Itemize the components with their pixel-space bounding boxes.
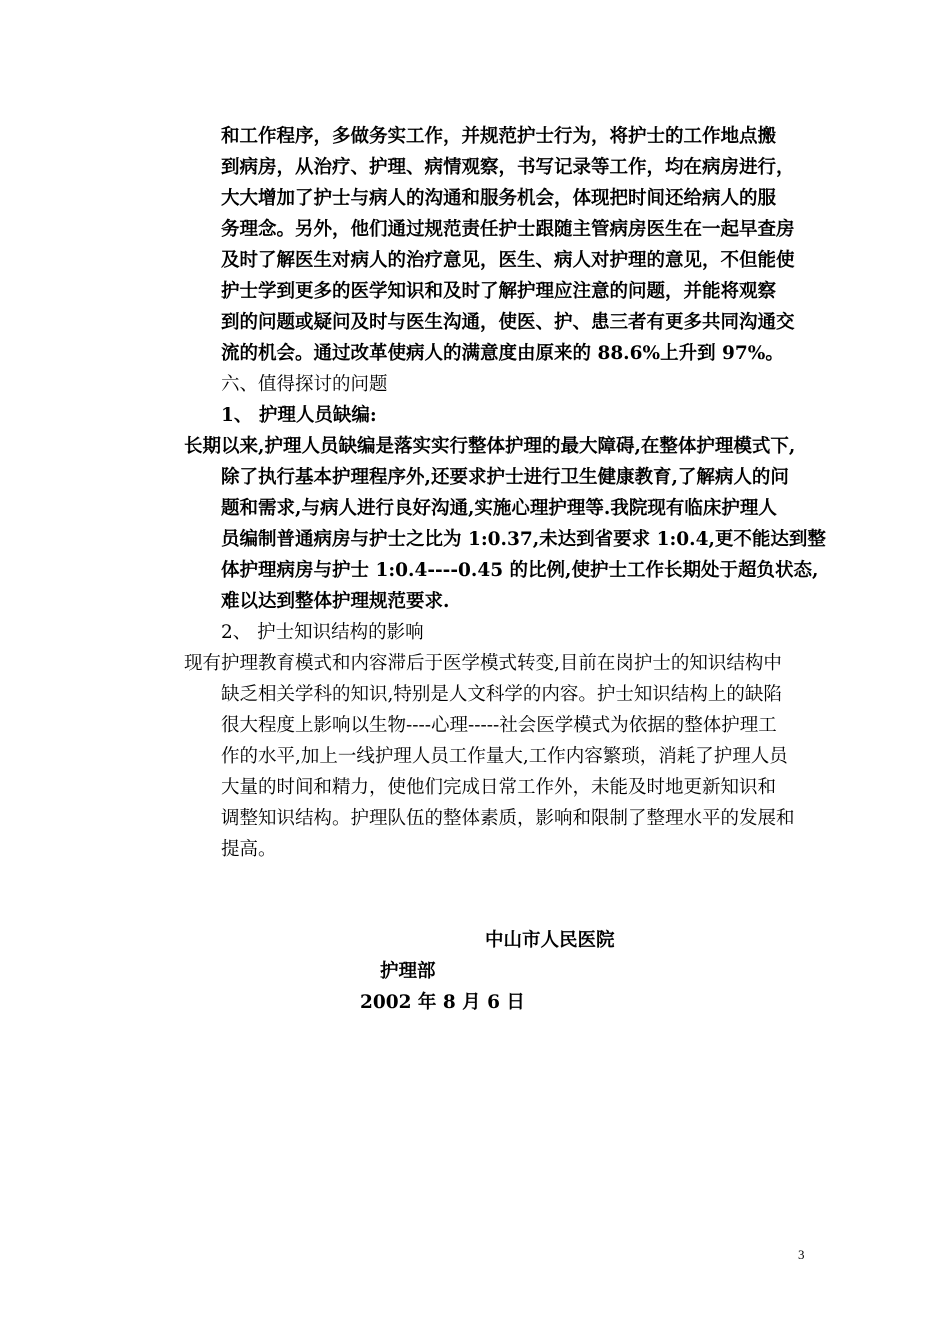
text-line: 长期以来,护理人员缺编是落实实行整体护理的最大障碍,在整体护理模式下, [184, 436, 796, 457]
text-line: 提高。 [221, 839, 277, 860]
text-line: 除了执行基本护理程序外,还要求护士进行卫生健康教育,了解病人的问 [221, 467, 789, 488]
text-line: 作的水平,加上一线护理人员工作量大,工作内容繁琐，消耗了护理人员 [221, 746, 788, 767]
signature-department: 护理部 [380, 961, 436, 982]
text-line: 到的问题或疑问及时与医生沟通，使医、护、患三者有更多共同沟通交 [221, 312, 795, 333]
text-line: 现有护理教育模式和内容滞后于医学模式转变,目前在岗护士的知识结构中 [184, 653, 782, 674]
text-line: 缺乏相关学科的知识,特别是人文科学的内容。护士知识结构上的缺陷 [221, 684, 782, 705]
text-line: 体护理病房与护士 1:0.4----0.45 的比例,使护士工作长期处于超负状态, [221, 560, 819, 581]
text-line: 大大增加了护士与病人的沟通和服务机会，体现把时间还给病人的服 [221, 188, 777, 209]
item-heading-staff-shortage: 1、 护理人员缺编: [221, 405, 377, 426]
text-line: 员编制普通病房与护士之比为 1:0.37,未达到省要求 1:0.4,更不能达到整 [221, 529, 826, 550]
item-heading-knowledge-structure: 2、 护士知识结构的影响 [221, 622, 424, 643]
text-line: 流的机会。通过改革使病人的满意度由原来的 88.6%上升到 97%。 [221, 343, 784, 364]
text-line: 难以达到整体护理规范要求. [221, 591, 450, 612]
text-line: 到病房，从治疗、护理、病情观察，书写记录等工作，均在病房进行， [221, 157, 795, 178]
text-line: 和工作程序，多做务实工作，并规范护士行为，将护士的工作地点搬 [221, 126, 777, 147]
text-line: 题和需求,与病人进行良好沟通,实施心理护理等.我院现有临床护理人 [221, 498, 777, 519]
signature-date: 2002 年 8 月 6 日 [360, 992, 525, 1013]
page-number: 3 [798, 1247, 805, 1262]
signature-hospital: 中山市人民医院 [485, 930, 615, 951]
text-line: 调整知识结构。护理队伍的整体素质，影响和限制了整理水平的发展和 [221, 808, 795, 829]
text-line: 很大程度上影响以生物----心理-----社会医学模式为依据的整体护理工 [221, 715, 777, 736]
text-line: 护士学到更多的医学知识和及时了解护理应注意的问题，并能将观察 [221, 281, 777, 302]
text-line: 大量的时间和精力，使他们完成日常工作外，未能及时地更新知识和 [221, 777, 777, 798]
section-heading: 六、值得探讨的问题 [221, 374, 388, 395]
text-line: 及时了解医生对病人的治疗意见，医生、病人对护理的意见，不但能使 [221, 250, 795, 271]
text-line: 务理念。另外，他们通过规范责任护士跟随主管病房医生在一起早查房 [221, 219, 795, 240]
